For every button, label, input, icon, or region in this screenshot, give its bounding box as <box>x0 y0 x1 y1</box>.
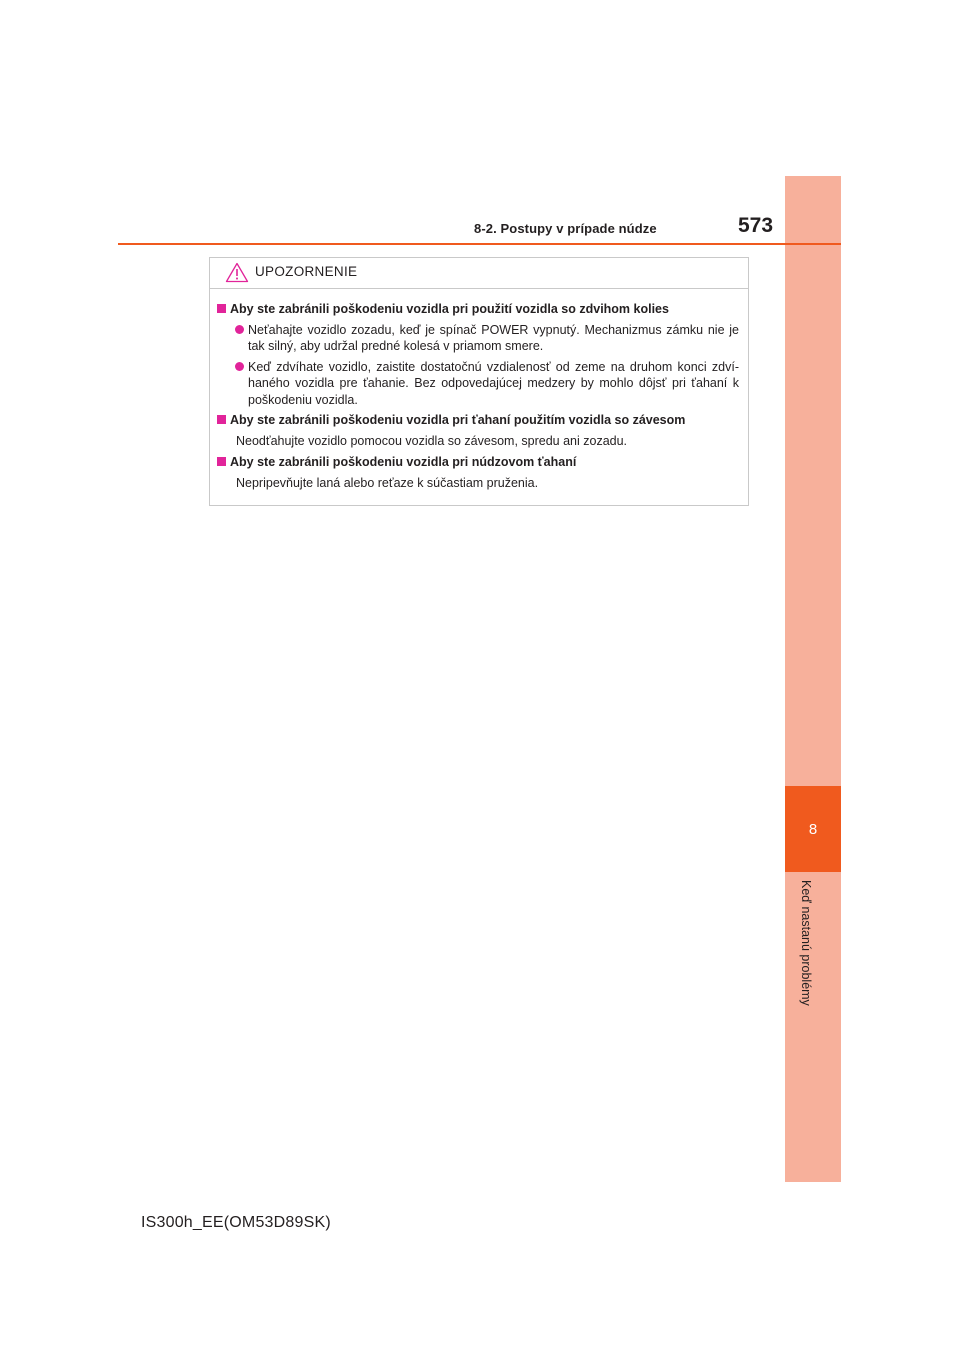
section-heading-text: Aby ste zabránili poškodeniu vozidla pri použití vozidla so zdvihom kolies <box>230 302 669 316</box>
chapter-number: 8 <box>808 820 818 838</box>
caution-box <box>209 257 749 506</box>
chapter-side-band <box>785 176 841 1182</box>
list-item <box>235 322 739 355</box>
document-code: IS300h_EE(OM53D89SK) <box>141 1214 331 1231</box>
list-item <box>235 359 739 409</box>
circle-bullet-icon <box>235 325 244 334</box>
chapter-side-label: Keď nastanú problémy <box>799 880 813 1006</box>
warning-triangle-icon <box>225 262 249 283</box>
section-paragraph: Nepripevňujte laná alebo reťaze k súčastiam pruženia. <box>236 475 539 490</box>
section-heading-text: Aby ste zabránili poškodeniu vozidla pri núdzovom ťahaní <box>230 455 577 469</box>
section-heading <box>217 454 739 471</box>
square-bullet-icon <box>217 304 226 313</box>
page-number: 573 <box>738 214 774 237</box>
section-heading <box>217 412 739 429</box>
section-paragraph: Neodťahujte vozidlo pomocou vozidla so závesom, spredu ani zozadu. <box>236 433 628 448</box>
header-rule <box>118 243 841 245</box>
section-heading-text: Aby ste zabránili poškodeniu vozidla pri ťahaní použitím vozidla so závesom <box>230 413 686 427</box>
section-heading <box>217 301 739 318</box>
section-title: 8-2. Postupy v prípade núdze <box>474 221 657 236</box>
list-item-text: Neťahajte vozidlo zozadu, keď je spínač POWER vypnutý. Mechanizmus zámku nie je tak silný, aby udržal predné kolesá v priamom smere. <box>248 322 739 353</box>
circle-bullet-icon <box>235 362 244 371</box>
chapter-number-tab <box>785 786 841 872</box>
square-bullet-icon <box>217 457 226 466</box>
caution-body <box>210 289 748 491</box>
list-item-text: Keď zdvíhate vozidlo, zaistite dostatočnú vzdialenosť od zeme na druhom konci zdví-haného vozidla pre ťahanie. Bez odpovedajúcej medzery by mohlo dôjsť pri ťahaní k poškodeniu vozidla. <box>248 359 739 407</box>
caution-title: UPOZORNENIE <box>255 264 358 279</box>
square-bullet-icon <box>217 415 226 424</box>
caution-header <box>210 258 748 289</box>
